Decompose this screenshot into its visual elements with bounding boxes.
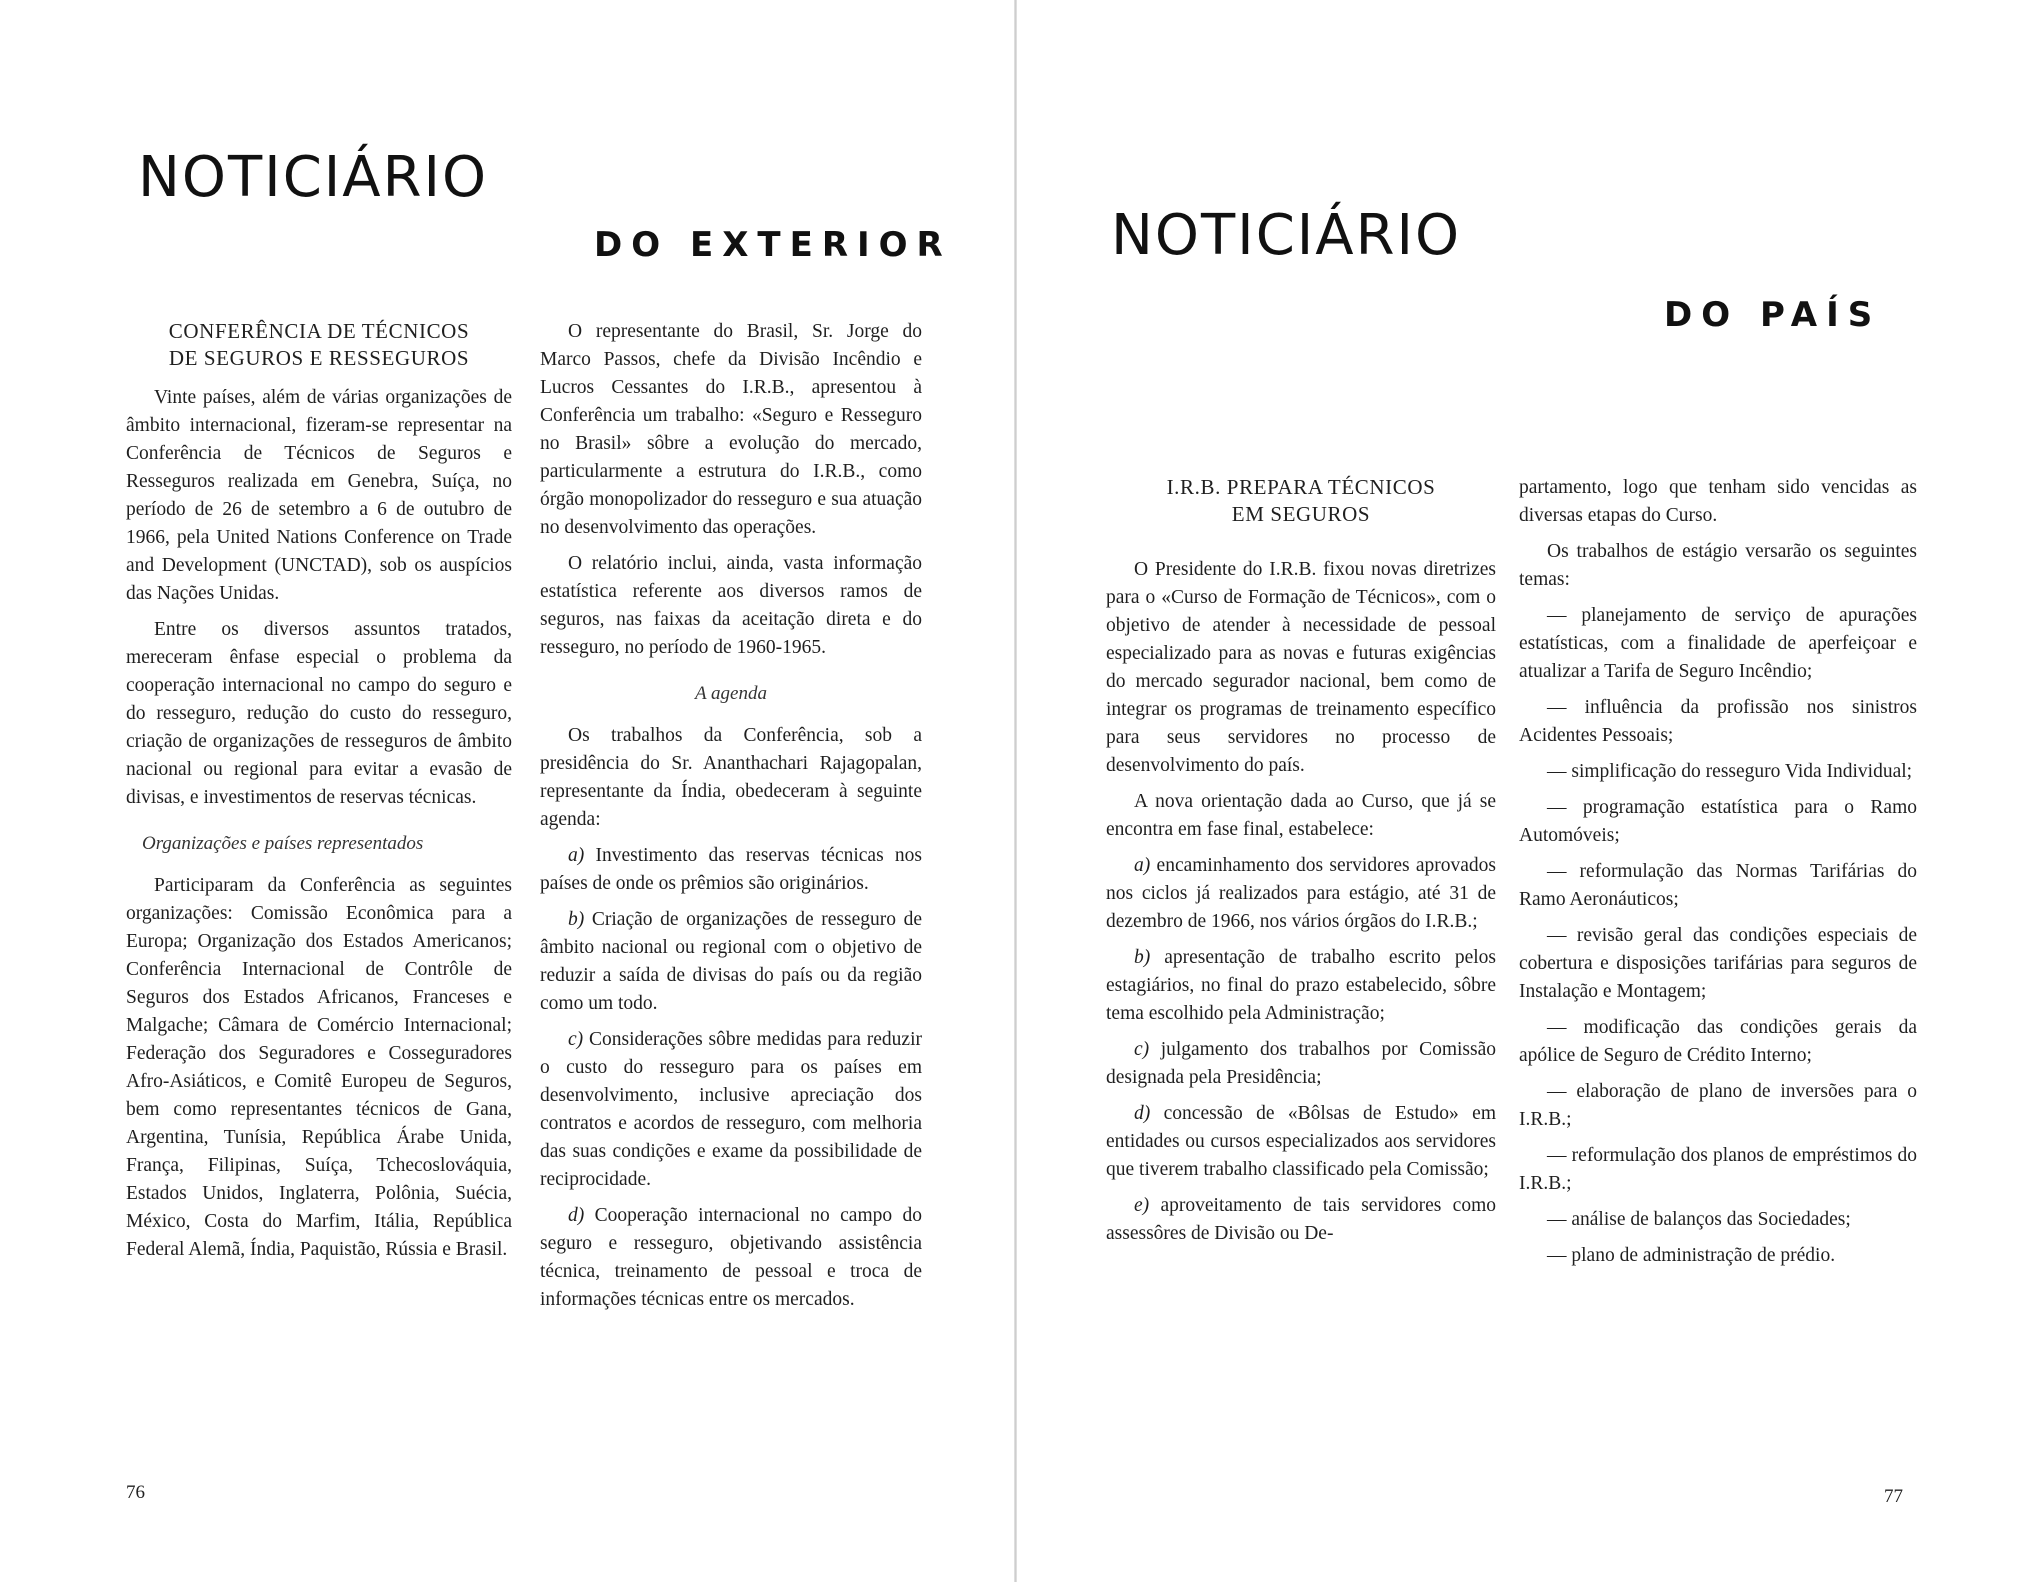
theme-item: — reformulação dos planos de empréstimos do I.R.B.; (1519, 1145, 1917, 1194)
theme-item: — reformulação das Normas Tarifárias do Ramo Aeronáuticos; (1519, 861, 1917, 910)
list-item: e) aproveitamento de tais servidores como assessôres de Divisão ou De- (1106, 1195, 1497, 1244)
theme-item: — influência da profissão nos sinistros Acidentes Pessoais; (1519, 697, 1917, 746)
theme-item: — elaboração de plano de inversões para o I.R.B.; (1519, 1081, 1917, 1130)
list-item: d) concessão de «Bôlsas de Estudo» em entidades ou cursos especializados aos servidores que tiverem trabalho classificado pela Comissão; (1106, 1103, 1497, 1180)
left-column-1 (126, 318, 512, 1272)
paragraph: O relatório inclui, ainda, vasta informação estatística referente aos diversos ramos de seguros, nas faixas da aceitação direta e do resseguro, no período de 1960-1965. (540, 553, 922, 658)
agenda-item: d) Cooperação internacional no campo do seguro e resseguro, objetivando assistência técnica, treinamento de pessoal e troca de informações técnicas entre os mercados. (540, 1205, 922, 1310)
paragraph: O Presidente do I.R.B. fixou novas diretrizes para o «Curso de Formação de Técnicos», com o objetivo de atender à necessidade de pessoal especializado para as novas e futuras exigências do mercado segurador nacional, bem como de integrar os programas de treinamento específico para seus servidores no processo de desenvolvimento do país. (1106, 559, 1496, 776)
right-page-subtitle: DO PAÍS (1664, 295, 1882, 335)
left-column-2 (540, 318, 922, 1322)
section-subheading: Organizações e países representados (142, 833, 424, 854)
section-subheading: A agenda (695, 683, 767, 704)
theme-item: — modificação das condições gerais da apólice de Seguro de Crédito Interno; (1519, 1017, 1917, 1066)
theme-item: — programação estatística para o Ramo Automóveis; (1519, 797, 1917, 846)
agenda-item: c) Considerações sôbre medidas para reduzir o custo do resseguro para os países em desenvolvimento, inclusive apreciação dos contratos e acordos de resseguro, com melhoria das suas condições e exame da possibilidade de reciprocidade. (540, 1029, 922, 1190)
left-page (0, 0, 1016, 1582)
page-number: 77 (1884, 1486, 1903, 1507)
theme-item: — plano de administração de prédio. (1547, 1245, 1836, 1266)
theme-item: — análise de balanços das Sociedades; (1547, 1209, 1851, 1230)
agenda-item: b) Criação de organizações de resseguro de âmbito nacional ou regional com o objetivo de reduzir a saída de divisas do país ou da região como um todo. (540, 909, 922, 1014)
list-item: c) julgamento dos trabalhos por Comissão designada pela Presidência; (1106, 1039, 1497, 1088)
left-page-subtitle: DO EXTERIOR (594, 225, 952, 265)
agenda-item: a) Investimento das reservas técnicas nos países de onde os prêmios são originários. (540, 845, 922, 894)
right-column-2 (1519, 474, 1917, 1278)
paragraph: A nova orientação dada ao Curso, que já se encontra em fase final, estabelece: (1106, 791, 1496, 840)
right-page (1016, 0, 2033, 1582)
right-page-title: NOTICIÁRIO (1111, 203, 1462, 268)
theme-item: — planejamento de serviço de apurações estatísticas, com a finalidade de aperfeiçoar e atualizar a Tarifa de Seguro Incêndio; (1519, 605, 1917, 682)
article-heading: CONFERÊNCIA DE TÉCNICOS DE SEGUROS E RESSEGUROS (168, 319, 470, 370)
paragraph: Participaram da Conferência as seguintes organizações: Comissão Econômica para a Europa; Organização dos Estados Americanos; Conferência Internacional de Contrôle de Seguros dos Estados Africanos, Franceses e Malgache; Câmara de Comércio Internacional; Federação dos Seguradores e Cosseguradores Afro-Asiáticos, e Comitê Europeu de Seguros, bem como representantes técnicos de Gana, Argentina, Tunísia, República Árabe Unida, França, Filipinas, Suíça, Tchecoslováquia, Estados Unidos, Inglaterra, Polônia, Suécia, México, Costa do Marfim, Itália, República Federal Alemã, Índia, Paquistão, Rússia e Brasil. (126, 875, 512, 1260)
paragraph: Vinte países, além de várias organizações de âmbito internacional, fizeram-se representar na Conferência de Técnicos de Seguros e Resseguros realizada em Genebra, Suíça, no período de 26 de setembro a 6 de outubro de 1966, pela United Nations Conference on Trade and Development (UNCTAD), sob os auspícios das Nações Unidas. (126, 387, 512, 604)
paragraph: Os trabalhos da Conferência, sob a presidência do Sr. Ananthachari Rajagopalan, representante da Índia, obedeceram à seguinte agenda: (540, 725, 922, 830)
list-item: b) apresentação de trabalho escrito pelos estagiários, no final do prazo estabelecido, sôbre tema escolhido pela Administração; (1106, 947, 1497, 1024)
list-item: a) encaminhamento dos servidores aprovados nos ciclos já realizados para estágio, até 31 de dezembro de 1966, nos vários órgãos do I.R.B.; (1106, 855, 1496, 932)
article-heading: I.R.B. PREPARA TÉCNICOS EM SEGUROS (1166, 475, 1436, 526)
paragraph: partamento, logo que tenham sido vencidas as diversas etapas do Curso. (1519, 477, 1917, 526)
left-page-title: NOTICIÁRIO (138, 145, 489, 210)
paragraph: Entre os diversos assuntos tratados, mereceram ênfase especial o problema da cooperação internacional no campo do seguro e do resseguro, redução do custo do resseguro, criação de organizações de resseguros de âmbito nacional ou regional para evitar a evasão de divisas, e investimentos de reservas técnicas. (126, 619, 512, 808)
right-column-1 (1106, 474, 1496, 1256)
page-number: 76 (126, 1482, 145, 1503)
theme-item: — revisão geral das condições especiais de cobertura e disposições tarifárias para seguros de Instalação e Montagem; (1519, 925, 1917, 1002)
paragraph: O representante do Brasil, Sr. Jorge do Marco Passos, chefe da Divisão Incêndio e Lucros Cessantes do I.R.B., apresentou à Conferência um trabalho: «Seguro e Resseguro no Brasil» sôbre a evolução do mercado, particularmente a estrutura do I.R.B., como órgão monopolizador do resseguro e sua atuação no desenvolvimento das operações. (540, 321, 922, 538)
theme-item: — simplificação do resseguro Vida Individual; (1547, 761, 1913, 782)
paragraph: Os trabalhos de estágio versarão os seguintes temas: (1519, 541, 1917, 590)
